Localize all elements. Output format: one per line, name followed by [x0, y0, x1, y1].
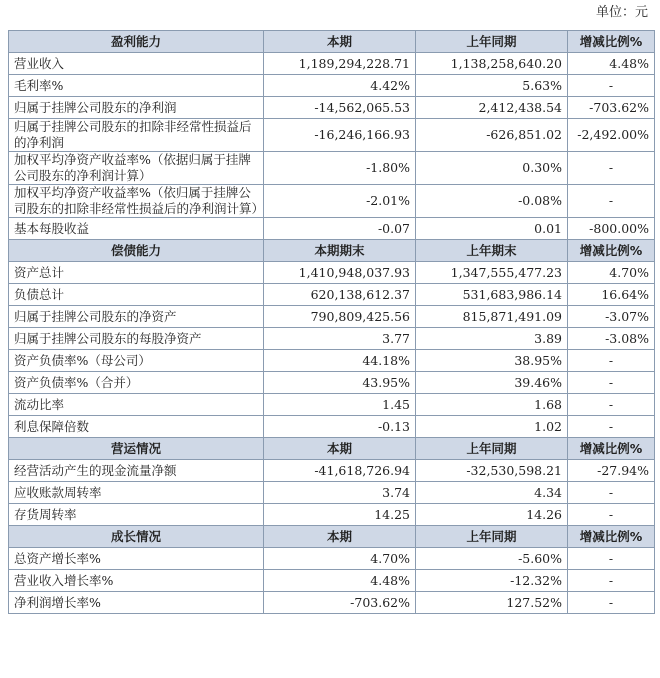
- current-value: 43.95%: [264, 372, 416, 394]
- column-header: 上年同期: [416, 31, 568, 53]
- section-header-row: [9, 438, 655, 460]
- column-header: 增减比例%: [568, 31, 655, 53]
- change-percent: -800.00%: [568, 218, 655, 240]
- table-body: [9, 31, 655, 614]
- table-row: [9, 306, 655, 328]
- column-header: 本期: [264, 31, 416, 53]
- previous-value: -5.60%: [416, 548, 568, 570]
- row-label: 存货周转率: [9, 504, 264, 526]
- row-label: 净利润增长率%: [9, 592, 264, 614]
- previous-value: -626,851.02: [416, 119, 568, 152]
- previous-value: 4.34: [416, 482, 568, 504]
- previous-value: 1.02: [416, 416, 568, 438]
- current-value: 3.74: [264, 482, 416, 504]
- column-header: 上年同期: [416, 526, 568, 548]
- row-label: 基本每股收益: [9, 218, 264, 240]
- change-percent: -: [568, 152, 655, 185]
- column-header: 本期: [264, 438, 416, 460]
- previous-value: -32,530,598.21: [416, 460, 568, 482]
- current-value: 620,138,612.37: [264, 284, 416, 306]
- row-label: 毛利率%: [9, 75, 264, 97]
- change-percent: -3.08%: [568, 328, 655, 350]
- current-value: -16,246,166.93: [264, 119, 416, 152]
- row-label: 营业收入: [9, 53, 264, 75]
- current-value: -14,562,065.53: [264, 97, 416, 119]
- column-header: 上年期末: [416, 240, 568, 262]
- table-row: [9, 482, 655, 504]
- table-row: [9, 460, 655, 482]
- table-row: [9, 152, 655, 185]
- table-row: [9, 504, 655, 526]
- change-percent: -: [568, 482, 655, 504]
- row-label: 归属于挂牌公司股东的净资产: [9, 306, 264, 328]
- change-percent: -: [568, 548, 655, 570]
- row-label: 营业收入增长率%: [9, 570, 264, 592]
- row-label: 资产负债率%（母公司）: [9, 350, 264, 372]
- row-label: 利息保障倍数: [9, 416, 264, 438]
- previous-value: -0.08%: [416, 185, 568, 218]
- column-header: 增减比例%: [568, 526, 655, 548]
- current-value: 1.45: [264, 394, 416, 416]
- row-label: 总资产增长率%: [9, 548, 264, 570]
- previous-value: 1,138,258,640.20: [416, 53, 568, 75]
- current-value: -0.07: [264, 218, 416, 240]
- table-row: [9, 262, 655, 284]
- current-value: -1.80%: [264, 152, 416, 185]
- previous-value: 5.63%: [416, 75, 568, 97]
- previous-value: -12.32%: [416, 570, 568, 592]
- previous-value: 815,871,491.09: [416, 306, 568, 328]
- previous-value: 1.68: [416, 394, 568, 416]
- change-percent: -703.62%: [568, 97, 655, 119]
- table-row: [9, 185, 655, 218]
- change-percent: -: [568, 416, 655, 438]
- table-row: [9, 372, 655, 394]
- current-value: 44.18%: [264, 350, 416, 372]
- current-value: 4.42%: [264, 75, 416, 97]
- table-row: [9, 284, 655, 306]
- section-title: 营运情况: [9, 438, 264, 460]
- current-value: 4.48%: [264, 570, 416, 592]
- row-label: 资产负债率%（合并）: [9, 372, 264, 394]
- current-value: -703.62%: [264, 592, 416, 614]
- row-label: 流动比率: [9, 394, 264, 416]
- previous-value: 127.52%: [416, 592, 568, 614]
- section-header-row: [9, 31, 655, 53]
- change-percent: -: [568, 350, 655, 372]
- previous-value: 14.26: [416, 504, 568, 526]
- previous-value: 1,347,555,477.23: [416, 262, 568, 284]
- section-header-row: [9, 526, 655, 548]
- change-percent: -: [568, 185, 655, 218]
- change-percent: 4.70%: [568, 262, 655, 284]
- change-percent: -2,492.00%: [568, 119, 655, 152]
- row-label: 归属于挂牌公司股东的每股净资产: [9, 328, 264, 350]
- table-row: [9, 53, 655, 75]
- row-label: 应收账款周转率: [9, 482, 264, 504]
- previous-value: 39.46%: [416, 372, 568, 394]
- current-value: 3.77: [264, 328, 416, 350]
- previous-value: 0.01: [416, 218, 568, 240]
- row-label: 经营活动产生的现金流量净额: [9, 460, 264, 482]
- current-value: 14.25: [264, 504, 416, 526]
- table-row: [9, 350, 655, 372]
- table-row: [9, 394, 655, 416]
- section-title: 偿债能力: [9, 240, 264, 262]
- change-percent: -3.07%: [568, 306, 655, 328]
- column-header: 本期: [264, 526, 416, 548]
- section-header-row: [9, 240, 655, 262]
- row-label: 归属于挂牌公司股东的扣除非经常性损益后的净利润: [9, 119, 264, 152]
- row-label: 负债总计: [9, 284, 264, 306]
- table-row: [9, 548, 655, 570]
- previous-value: 2,412,438.54: [416, 97, 568, 119]
- financial-indicators-table: [8, 30, 655, 614]
- row-label: 资产总计: [9, 262, 264, 284]
- row-label: 加权平均净资产收益率%（依归属于挂牌公司股东的扣除非经常性损益后的净利润计算）: [9, 185, 264, 218]
- column-header: 上年同期: [416, 438, 568, 460]
- change-percent: -: [568, 504, 655, 526]
- current-value: -2.01%: [264, 185, 416, 218]
- change-percent: 16.64%: [568, 284, 655, 306]
- change-percent: -: [568, 592, 655, 614]
- table-row: [9, 328, 655, 350]
- change-percent: -27.94%: [568, 460, 655, 482]
- previous-value: 531,683,986.14: [416, 284, 568, 306]
- current-value: 4.70%: [264, 548, 416, 570]
- previous-value: 3.89: [416, 328, 568, 350]
- table-row: [9, 75, 655, 97]
- table-row: [9, 218, 655, 240]
- change-percent: -: [568, 75, 655, 97]
- current-value: 1,410,948,037.93: [264, 262, 416, 284]
- row-label: 加权平均净资产收益率%（依据归属于挂牌公司股东的净利润计算）: [9, 152, 264, 185]
- change-percent: -: [568, 570, 655, 592]
- section-title: 盈利能力: [9, 31, 264, 53]
- column-header: 增减比例%: [568, 438, 655, 460]
- column-header: 本期期末: [264, 240, 416, 262]
- unit-label: 单位：元: [595, 5, 648, 20]
- previous-value: 0.30%: [416, 152, 568, 185]
- current-value: -41,618,726.94: [264, 460, 416, 482]
- previous-value: 38.95%: [416, 350, 568, 372]
- row-label: 归属于挂牌公司股东的净利润: [9, 97, 264, 119]
- change-percent: -: [568, 394, 655, 416]
- column-header: 增减比例%: [568, 240, 655, 262]
- change-percent: -: [568, 372, 655, 394]
- current-value: 790,809,425.56: [264, 306, 416, 328]
- table-row: [9, 592, 655, 614]
- table-row: [9, 119, 655, 152]
- table-row: [9, 416, 655, 438]
- table-row: [9, 97, 655, 119]
- table-row: [9, 570, 655, 592]
- current-value: -0.13: [264, 416, 416, 438]
- section-title: 成长情况: [9, 526, 264, 548]
- change-percent: 4.48%: [568, 53, 655, 75]
- current-value: 1,189,294,228.71: [264, 53, 416, 75]
